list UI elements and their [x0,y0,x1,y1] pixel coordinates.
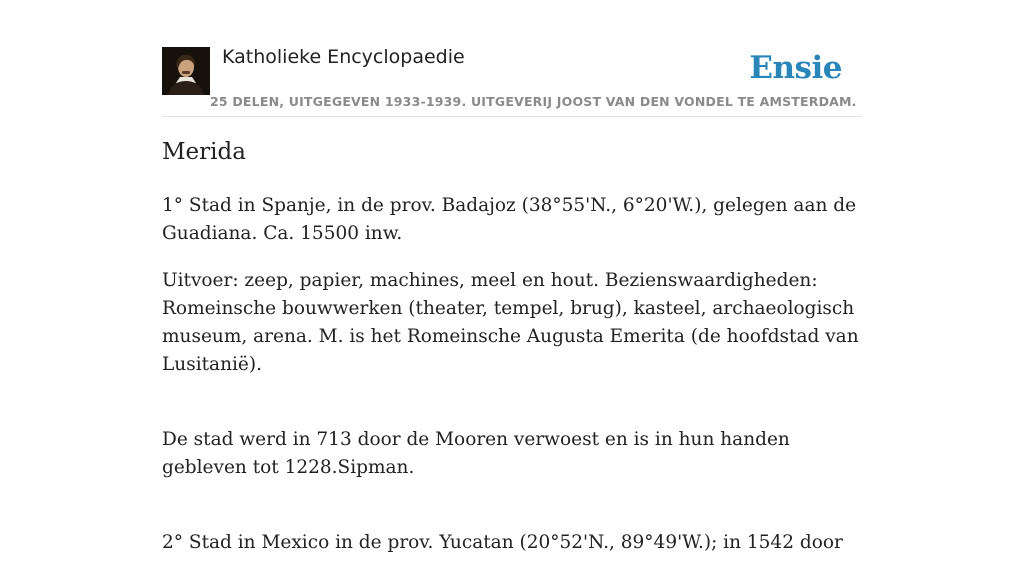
portrait-icon [162,47,210,95]
source-title[interactable]: Katholieke Encyclopaedie [222,46,465,68]
entry-title: Merida [162,139,246,165]
entry-paragraph: 2° Stad in Mexico in de prov. Yucatan (20°52'N., 89°49'W.); in 1542 door [162,532,843,553]
portrait-avatar[interactable] [162,47,210,95]
entry-body [162,192,862,576]
entry-paragraph: 1° Stad in Spanje, in de prov. Badajoz (38°55'N., 6°20'W.), gelegen aan de Guadiana. Ca. 15500 inw. [162,195,857,244]
entry-paragraph: De stad werd in 713 door de Mooren verwoest en is in hun handen gebleven tot 1228.Sipman. [162,429,790,478]
entry-paragraph: Uitvoer: zeep, papier, machines, meel en hout. Bezienswaardigheden: Romeinsche bouwwerken (theater, tempel, brug), kasteel, archaeologisch museum, arena. M. is het Romeinsche Augusta Emerita (de hoofdstad van Lusitanië). [162,270,859,375]
ensie-logo[interactable]: Ensie [749,50,842,86]
source-subtitle: 25 DELEN, UITGEGEVEN 1933-1939. UITGEVERIJ JOOST VAN DEN VONDEL TE AMSTERDAM. [210,94,857,109]
source-header [162,0,862,117]
